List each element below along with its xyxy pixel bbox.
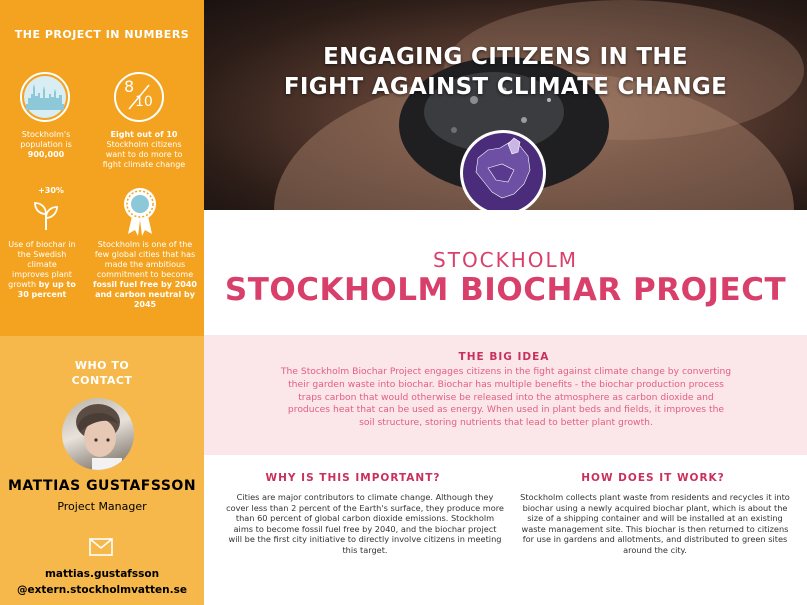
why-text: Cities are major contributors to climate change. Although they cover less than 2 percent of the Earth's surface, they produce more than 60 percent of global carbon dioxide emissions. Stockholm aims to become fossil fuel free by 2040, and the biochar project will be the first city initiative to directly involve citizens in meeting this target.: [226, 492, 504, 555]
fraction-numerator: 8: [124, 77, 135, 96]
hero-image: [204, 0, 807, 210]
sidebar-numbers-panel: [0, 0, 204, 336]
contact-name: MATTIAS GUSTAFSSON: [7, 478, 197, 494]
avatar: [62, 398, 134, 470]
big-idea-heading: THE BIG IDEA: [458, 351, 550, 363]
award-ribbon-icon: [120, 186, 160, 240]
how-heading: HOW DOES IT WORK?: [581, 472, 725, 484]
stockholm-skyline-icon: [20, 72, 70, 122]
how-text: Stockholm collects plant waste from residents and recycles it into biochar using a newly acquired biochar plant, which is about the size of a shipping container and will be installed at an existing waste management site. This biochar is then returned to citizens for use in gardens and allotments, and distributed to green sites around the city.: [520, 492, 790, 555]
mail-icon: [89, 538, 113, 560]
why-heading: WHY IS THIS IMPORTANT?: [265, 472, 441, 484]
contact-email[interactable]: mattias.gustafsson @extern.stockholmvatten.se: [16, 568, 188, 596]
big-idea-text: The Stockholm Biochar Project engages citizens in the fight against climate change by converting their garden waste into biochar. Biochar has multiple benefits - the biochar production process traps carbon that would otherwise be released into the atmosphere as carbon dioxide and produces heat that can be used as energy. When used in plant beds and fields, it improves the soil structure, storing nutrients that lead to better plant growth.: [280, 366, 732, 429]
stat-population: Stockholm's population is 900,000: [20, 130, 72, 159]
contact-heading: WHO TO CONTACT: [71, 359, 133, 387]
europe-map-icon: [458, 128, 548, 210]
city-label: STOCKHOLM: [433, 248, 578, 272]
fraction-denominator: 10: [135, 94, 153, 110]
growth-badge: +30%: [38, 186, 64, 195]
project-title: STOCKHOLM BIOCHAR PROJECT: [224, 272, 787, 308]
stat-fossil-free: Stockholm is one of the few global cities that has made the ambitious commitment to become fossil fuel free by 2040 and carbon neutral by 2045: [93, 240, 197, 309]
stat-plant-growth: Use of biochar in the Swedish climate improves plant growth by up to 30 percent: [8, 240, 76, 299]
hero-title: ENGAGING CITIZENS IN THE FIGHT AGAINST CLIMATE CHANGE: [283, 44, 728, 100]
numbers-heading: THE PROJECT IN NUMBERS: [14, 28, 190, 41]
plant-sprout-icon: [32, 198, 60, 236]
stat-citizens: Eight out of 10 Stockholm citizens want to do more to fight climate change: [102, 130, 186, 169]
contact-role: Project Manager: [57, 500, 147, 513]
